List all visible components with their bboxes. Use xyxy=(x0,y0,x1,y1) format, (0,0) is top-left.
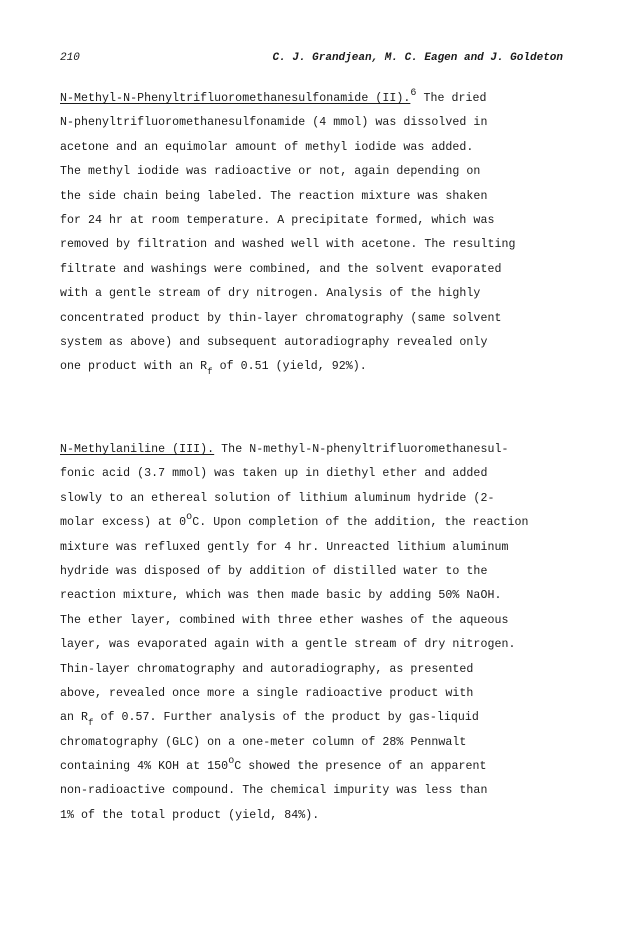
text-line: non-radioactive compound. The chemical impurity was less than xyxy=(60,784,488,798)
text-line: system as above) and subsequent autoradiography revealed only xyxy=(60,335,488,349)
text-line-rf: one product with an $R_f$ of 0.51 (yield, 92%). xyxy=(60,360,367,378)
text-line: filtrate and washings were combined, and the solvent evaporated xyxy=(60,262,502,276)
text-line: the side chain being labeled. The reaction mixture was shaken xyxy=(60,189,488,203)
text-line: Thin-layer chromatography and autoradiography, as presented xyxy=(60,662,474,676)
running-header xyxy=(60,52,563,68)
text-line: hydride was disposed of by addition of distilled water to the xyxy=(60,564,488,578)
text-line: slowly to an ethereal solution of lithium aluminum hydride (2- xyxy=(60,491,495,505)
section-heading-compound-iii: N-Methylaniline (III). xyxy=(60,443,215,456)
text-line: mixture was refluxed gently for 4 hr. Unreacted lithium aluminum xyxy=(60,540,509,554)
text-line-temperature: molar excess) at 0$^o$C. Upon completion of the addition, the reaction xyxy=(60,512,529,530)
page-number: 210 xyxy=(60,52,80,64)
text-line: 1% of the total product (yield, 84%). xyxy=(60,808,320,822)
text-line: above, revealed once more a single radioactive product with xyxy=(60,686,474,700)
text-line: with a gentle stream of dry nitrogen. Analysis of the highly xyxy=(60,287,481,301)
text-line: N-Methyl-N-Phenyltrifluoromethanesulfonamide (II).$^6$ The dried xyxy=(60,88,487,105)
running-header-authors: C. J. Grandjean, M. C. Eagen and J. Goldeton xyxy=(272,52,563,64)
section-heading-compound-ii: N-Methyl-N-Phenyltrifluoromethanesulfonamide (II). xyxy=(60,92,411,105)
text-line: fonic acid (3.7 mmol) was taken up in diethyl ether and added xyxy=(60,467,488,481)
paragraph-compound-iii xyxy=(60,438,580,828)
text-line: acetone and an equimolar amount of methyl iodide was added. xyxy=(60,140,474,154)
text-line: N-Methylaniline (III). The N-methyl-N-phenyltrifluoromethanesul- xyxy=(60,443,509,456)
text-line: for 24 hr at room temperature. A precipitate formed, which was xyxy=(60,213,495,227)
text-line-rf: an $R_f$ of 0.57. Further analysis of the product by gas-liquid xyxy=(60,711,479,729)
text-line-temperature: containing 4% KOH at 150$^o$C showed the presence of an apparent xyxy=(60,756,487,774)
text-line: reaction mixture, which was then made basic by adding 50% NaOH. xyxy=(60,589,502,603)
text-line: concentrated product by thin-layer chromatography (same solvent xyxy=(60,311,502,325)
reference-marker: 6 xyxy=(410,88,417,99)
paragraph-compound-ii xyxy=(60,87,580,380)
text-line: layer, was evaporated again with a gentle stream of dry nitrogen. xyxy=(60,638,516,652)
text-line: The ether layer, combined with three ether washes of the aqueous xyxy=(60,613,509,627)
text-line: chromatography (GLC) on a one-meter column of 28% Pennwalt xyxy=(60,735,467,749)
text-line: The methyl iodide was radioactive or not, again depending on xyxy=(60,165,481,179)
text-line: removed by filtration and washed well with acetone. The resulting xyxy=(60,238,516,252)
text-line: N-phenyltrifluoromethanesulfonamide (4 mmol) was dissolved in xyxy=(60,116,488,130)
